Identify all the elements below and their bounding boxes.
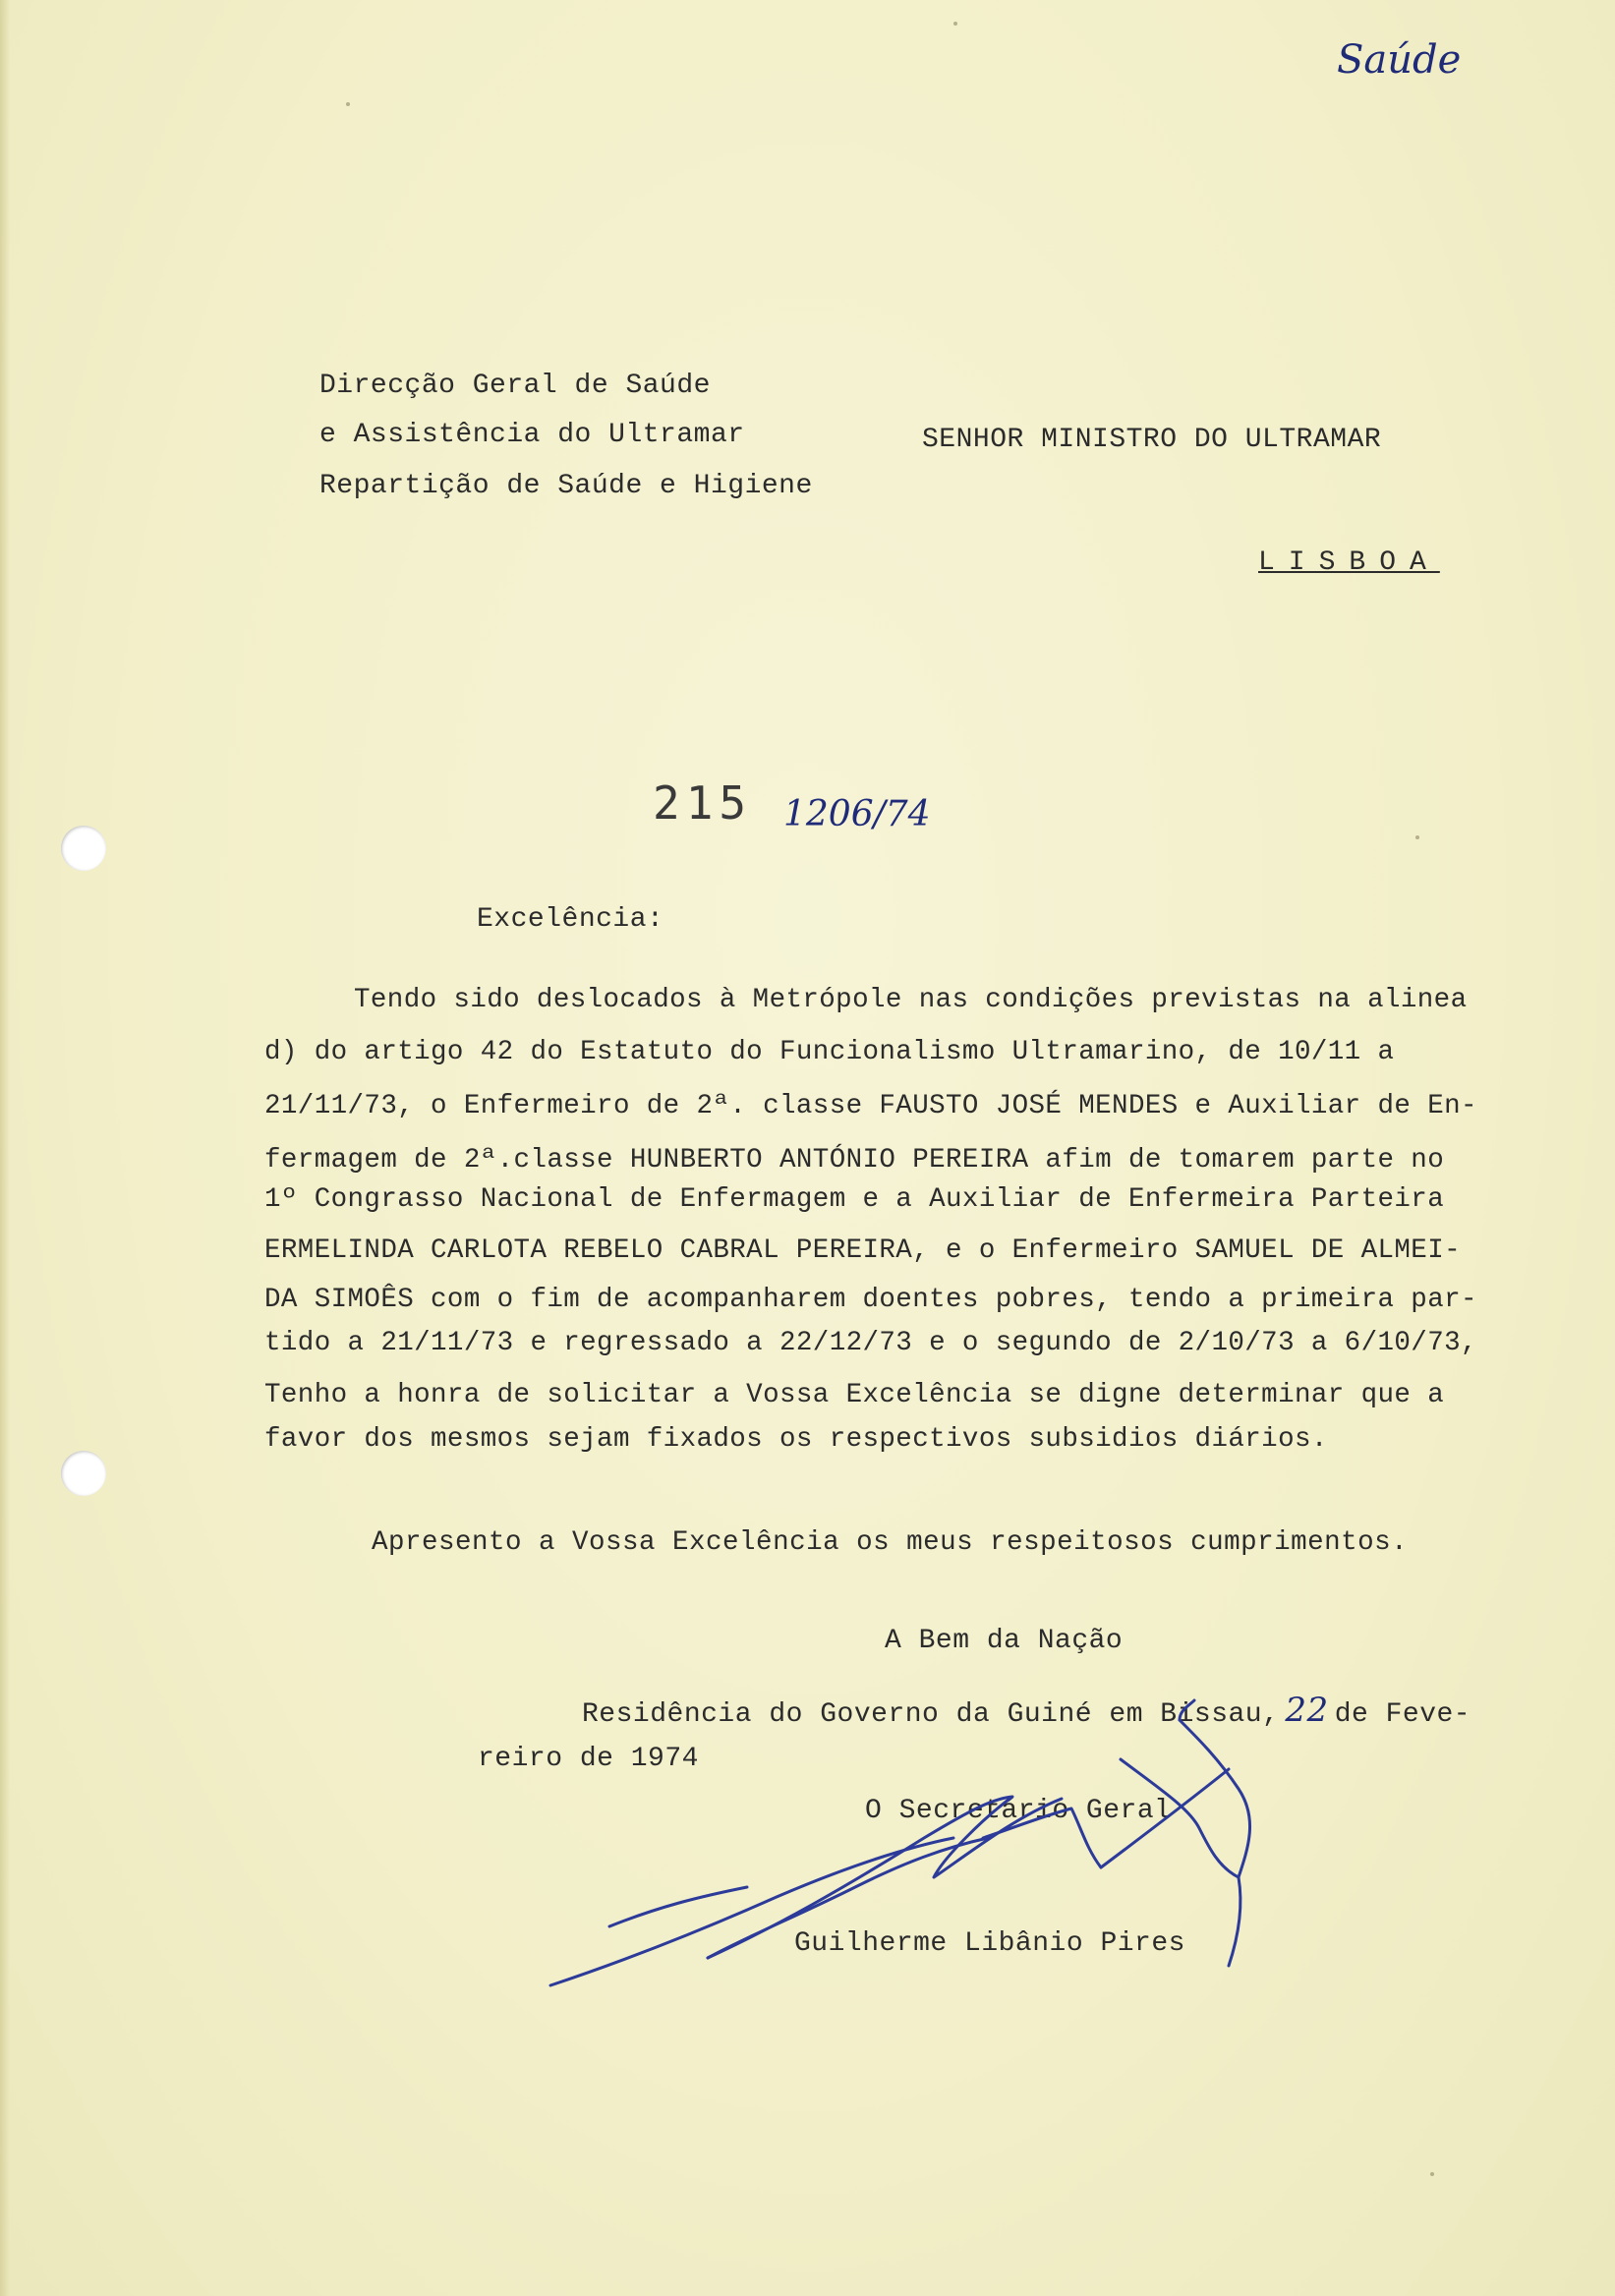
handwritten-signature bbox=[550, 1700, 1298, 2025]
body-line: Tenho a honra de solicitar a Vossa Excelência se digne determinar que a bbox=[264, 1380, 1445, 1410]
body-line: Tendo sido deslocados à Metrópole nas condições previstas na alinea bbox=[354, 985, 1468, 1015]
punch-hole-top bbox=[61, 826, 106, 871]
place-date-suffix: de Feve- bbox=[1334, 1699, 1471, 1730]
reference-handwritten: 1206/74 bbox=[783, 794, 931, 834]
body-line: tido a 21/11/73 e regressado a 22/12/73 e o segundo de 2/10/73 a 6/10/73, bbox=[264, 1328, 1477, 1358]
paper-speck bbox=[953, 22, 957, 26]
motto: A Bem da Nação bbox=[885, 1626, 1124, 1656]
place-date-line-2: reiro de 1974 bbox=[478, 1744, 699, 1774]
body-line: ERMELINDA CARLOTA REBELO CABRAL PEREIRA, e o Enfermeiro SAMUEL DE ALMEI- bbox=[264, 1235, 1461, 1266]
sender-line-3: Repartição de Saúde e Higiene bbox=[319, 471, 813, 501]
sender-line-2: e Assistência do Ultramar bbox=[319, 420, 745, 450]
page-edge-shadow bbox=[0, 0, 10, 2296]
reference-stamp-number: 215 bbox=[653, 776, 753, 830]
salutation: Excelência: bbox=[477, 904, 664, 935]
signatory-name: Guilherme Libânio Pires bbox=[794, 1928, 1185, 1959]
body-line: d) do artigo 42 do Estatuto do Funcionalismo Ultramarino, de 10/11 a bbox=[264, 1037, 1395, 1067]
body-line: DA SIMOÊS com o fim de acompanharem doentes pobres, tendo a primeira par- bbox=[264, 1285, 1477, 1315]
body-line: 21/11/73, o Enfermeiro de 2ª. classe FAUSTO JOSÉ MENDES e Auxiliar de En- bbox=[264, 1091, 1477, 1121]
sender-line-1: Direcção Geral de Saúde bbox=[319, 371, 711, 401]
recipient-city: LISBOA bbox=[1258, 547, 1440, 578]
closing-line: Apresento a Vossa Excelência os meus respeitosos cumprimentos. bbox=[372, 1527, 1409, 1558]
body-line: fermagem de 2ª.classe HUNBERTO ANTÓNIO PEREIRA afim de tomarem parte no bbox=[264, 1145, 1445, 1176]
paper-speck bbox=[1430, 2172, 1434, 2176]
body-line: favor dos mesmos sejam fixados os respectivos subsidios diários. bbox=[264, 1424, 1328, 1455]
signatory-title: O Secretário Geral bbox=[865, 1796, 1172, 1826]
paper-speck bbox=[346, 102, 350, 106]
paper-speck bbox=[1415, 835, 1419, 839]
date-day-handwritten: 22 bbox=[1285, 1691, 1329, 1730]
punch-hole-bottom bbox=[61, 1451, 106, 1496]
place-date-prefix: Residência do Governo da Guiné em Bissau, bbox=[582, 1699, 1280, 1730]
body-line: 1º Congrasso Nacional de Enfermagem e a Auxiliar de Enfermeira Parteira bbox=[264, 1184, 1445, 1215]
recipient-line-1: SENHOR MINISTRO DO ULTRAMAR bbox=[922, 425, 1382, 455]
annotation-top-right: Saúde bbox=[1337, 37, 1462, 83]
